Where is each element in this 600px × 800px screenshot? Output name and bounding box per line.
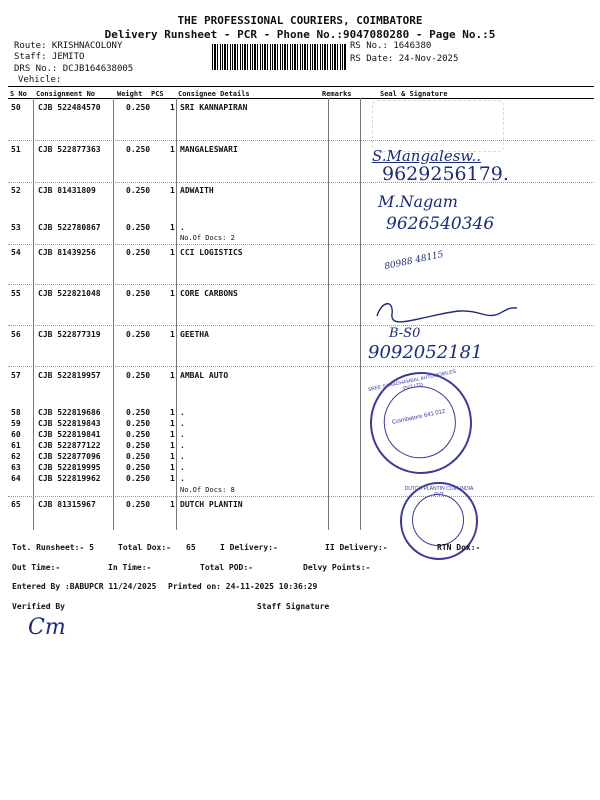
row-weight: 0.250 bbox=[126, 330, 151, 339]
row-sno: 63 bbox=[11, 463, 21, 472]
table-header-rule bbox=[8, 98, 594, 99]
in-time: In Time:- bbox=[108, 563, 152, 572]
row-pcs: 1 bbox=[170, 223, 175, 232]
col-divider bbox=[328, 98, 329, 530]
out-time: Out Time:- bbox=[12, 563, 61, 572]
col-seal: Seal & Signature bbox=[380, 90, 448, 98]
col-divider bbox=[176, 98, 177, 530]
row-weight: 0.250 bbox=[126, 441, 151, 450]
col-sno: S No bbox=[10, 90, 27, 98]
barcode-image bbox=[212, 44, 346, 70]
row-consignee: CCI LOGISTICS bbox=[180, 248, 243, 257]
row-pcs: 1 bbox=[170, 430, 175, 439]
printed-on: Printed on: 24-11-2025 10:36:29 bbox=[168, 582, 318, 591]
row-weight: 0.250 bbox=[126, 289, 151, 298]
row-weight: 0.250 bbox=[126, 474, 151, 483]
row-divider bbox=[8, 244, 594, 245]
row-pcs: 1 bbox=[170, 500, 175, 509]
signature-52-phone: 9626540346 bbox=[386, 214, 495, 234]
row-consignee: CORE CARBONS bbox=[180, 289, 238, 298]
signature-54-note: 80988 48115 bbox=[383, 249, 445, 273]
row-weight: 0.250 bbox=[126, 463, 151, 472]
signature-56-phone: 9092052181 bbox=[368, 342, 483, 363]
total-dox-label: Total Dox:- bbox=[118, 543, 171, 552]
row-weight: 0.250 bbox=[126, 223, 151, 232]
vehicle-label: Vehicle: bbox=[18, 75, 62, 85]
row-sno: 51 bbox=[11, 145, 21, 154]
row-consignee: SRI KANNAPIRAN bbox=[180, 103, 248, 112]
dutch-seal-text: DUTCH PLANTIN COIR INDIA PVT bbox=[404, 486, 474, 498]
row-sno: 65 bbox=[11, 500, 21, 509]
col-weight: Weight bbox=[117, 90, 143, 98]
signature-52-name: M.Nagam bbox=[378, 192, 458, 211]
row-consignment: CJB 522819957 bbox=[38, 371, 101, 380]
row-weight: 0.250 bbox=[126, 248, 151, 257]
row-pcs: 1 bbox=[170, 371, 175, 380]
row-divider bbox=[8, 140, 594, 141]
row-consignment: CJB 522780867 bbox=[38, 223, 101, 232]
row-sno: 53 bbox=[11, 223, 21, 232]
docs-count-note: No.Of Docs: 2 bbox=[180, 234, 235, 242]
row-sno: 54 bbox=[11, 248, 21, 257]
row-divider bbox=[8, 366, 594, 367]
row-pcs: 1 bbox=[170, 103, 175, 112]
row-pcs: 1 bbox=[170, 145, 175, 154]
row-consignee: DUTCH PLANTIN bbox=[180, 500, 243, 509]
row-consignee: MANGALESWARI bbox=[180, 145, 238, 154]
row-weight: 0.250 bbox=[126, 408, 151, 417]
col-consignee: Consignee Details bbox=[178, 90, 250, 98]
row-consignee: ADWAITH bbox=[180, 186, 214, 195]
staff-label: Staff: JEMITO bbox=[14, 52, 85, 62]
row-sno: 55 bbox=[11, 289, 21, 298]
row-pcs: 1 bbox=[170, 441, 175, 450]
row-consignment: CJB 522484570 bbox=[38, 103, 101, 112]
row-consignee: . bbox=[180, 419, 185, 428]
row-consignee: . bbox=[180, 452, 185, 461]
rs-number: RS No.: 1646380 bbox=[350, 41, 432, 51]
verified-signature: Cm bbox=[28, 615, 66, 640]
row-pcs: 1 bbox=[170, 186, 175, 195]
row-pcs: 1 bbox=[170, 289, 175, 298]
row-sno: 64 bbox=[11, 474, 21, 483]
row-consignee: . bbox=[180, 474, 185, 483]
row-weight: 0.250 bbox=[126, 419, 151, 428]
row-consignee: . bbox=[180, 441, 185, 450]
ii-delivery: II Delivery:- bbox=[325, 543, 388, 552]
row-consignment: CJB 522877122 bbox=[38, 441, 101, 450]
col-divider bbox=[33, 98, 34, 530]
row-consignment: CJB 522877319 bbox=[38, 330, 101, 339]
row-consignee: . bbox=[180, 430, 185, 439]
row-consignee: . bbox=[180, 463, 185, 472]
row-consignment: CJB 522877096 bbox=[38, 452, 101, 461]
row-pcs: 1 bbox=[170, 452, 175, 461]
rs-date: RS Date: 24-Nov-2025 bbox=[350, 54, 459, 64]
row-pcs: 1 bbox=[170, 463, 175, 472]
row-sno: 61 bbox=[11, 441, 21, 450]
col-remarks: Remarks bbox=[322, 90, 352, 98]
total-runsheet: Tot. Runsheet:- 5 bbox=[12, 543, 94, 552]
rtn-dox: RTN Dox:- bbox=[437, 543, 481, 552]
entered-by: Entered By :BABUPCR 11/24/2025 bbox=[12, 582, 157, 591]
signature-51-name: S.Mangalesw.. bbox=[372, 147, 481, 165]
runsheet-title: Delivery Runsheet - PCR - Phone No.:9047080280 - Page No.:5 bbox=[104, 28, 496, 41]
row-consignment: CJB 81439256 bbox=[38, 248, 96, 257]
signature-51-phone: 9629256179. bbox=[382, 163, 509, 185]
row-sno: 62 bbox=[11, 452, 21, 461]
ambal-company-seal bbox=[361, 363, 482, 484]
row-weight: 0.250 bbox=[126, 452, 151, 461]
col-divider bbox=[360, 98, 361, 530]
row-consignment: CJB 522821048 bbox=[38, 289, 101, 298]
row-consignment: CJB 522819686 bbox=[38, 408, 101, 417]
row-pcs: 1 bbox=[170, 474, 175, 483]
col-divider bbox=[113, 98, 114, 530]
row-consignment: CJB 522819995 bbox=[38, 463, 101, 472]
row-divider bbox=[8, 496, 594, 497]
ambal-seal-text: SREE SARADHAMBAL AUTOMOBILES PVT LTD bbox=[367, 368, 457, 394]
row-consignment: CJB 522877363 bbox=[38, 145, 101, 154]
row-weight: 0.250 bbox=[126, 103, 151, 112]
row-weight: 0.250 bbox=[126, 186, 151, 195]
verified-by-label: Verified By bbox=[12, 602, 65, 611]
row-weight: 0.250 bbox=[126, 500, 151, 509]
row-pcs: 1 bbox=[170, 408, 175, 417]
row-consignee: GEETHA bbox=[180, 330, 209, 339]
row-sno: 56 bbox=[11, 330, 21, 339]
row-sno: 59 bbox=[11, 419, 21, 428]
faint-stamp bbox=[372, 100, 504, 152]
ambal-seal-center: Coimbatore 641 012 bbox=[391, 408, 446, 426]
total-pod: Total POD:- bbox=[200, 563, 253, 572]
row-pcs: 1 bbox=[170, 419, 175, 428]
row-consignment: CJB 522819841 bbox=[38, 430, 101, 439]
row-consignee: AMBAL AUTO bbox=[180, 371, 229, 380]
signature-55-scribble bbox=[372, 298, 522, 328]
delvy-points: Delvy Points:- bbox=[303, 563, 371, 572]
row-weight: 0.250 bbox=[126, 430, 151, 439]
staff-signature-label: Staff Signature bbox=[257, 602, 330, 611]
row-divider bbox=[8, 284, 594, 285]
row-sno: 57 bbox=[11, 371, 21, 380]
i-delivery: I Delivery:- bbox=[220, 543, 278, 552]
drs-number: DRS No.: DCJB164638005 bbox=[14, 64, 134, 74]
row-sno: 52 bbox=[11, 186, 21, 195]
row-consignment: CJB 81315967 bbox=[38, 500, 96, 509]
row-pcs: 1 bbox=[170, 248, 175, 257]
col-consignment: Consignment No bbox=[36, 90, 96, 98]
row-consignee: . bbox=[180, 223, 185, 232]
row-weight: 0.250 bbox=[126, 371, 151, 380]
row-pcs: 1 bbox=[170, 330, 175, 339]
row-consignee: . bbox=[180, 408, 185, 417]
row-sno: 58 bbox=[11, 408, 21, 417]
docs-count-note: No.Of Docs: 8 bbox=[180, 486, 235, 494]
row-weight: 0.250 bbox=[126, 145, 151, 154]
col-pcs: PCS bbox=[151, 90, 164, 98]
row-consignment: CJB 522819843 bbox=[38, 419, 101, 428]
row-sno: 50 bbox=[11, 103, 21, 112]
route-label: Route: KRISHNACOLONY bbox=[14, 41, 123, 51]
table-top-rule bbox=[8, 86, 594, 87]
company-name: THE PROFESSIONAL COURIERS, COIMBATORE bbox=[177, 14, 423, 27]
row-sno: 60 bbox=[11, 430, 21, 439]
total-dox-value: 65 bbox=[186, 543, 196, 552]
row-consignment: CJB 81431809 bbox=[38, 186, 96, 195]
signature-56-note: B-S0 bbox=[389, 326, 421, 341]
row-consignment: CJB 522819962 bbox=[38, 474, 101, 483]
